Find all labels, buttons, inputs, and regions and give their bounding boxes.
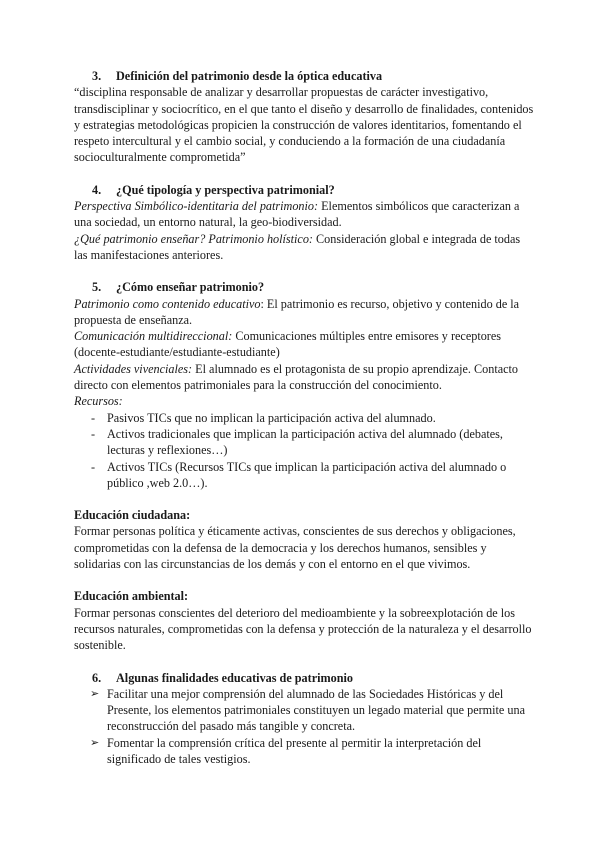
section-4-number: 4.: [92, 182, 102, 197]
civic-education-heading: Educación ciudadana:: [74, 508, 191, 523]
section-4-term-2: ¿Qué patrimonio enseñar? Patrimonio holístico:: [74, 231, 313, 246]
resource-text: Pasivos TICs que no implican la participación activa del alumnado.: [107, 410, 436, 425]
dash-bullet: -: [91, 459, 96, 474]
section-3-heading: [74, 68, 536, 84]
section-3-quote: “disciplina responsable de analizar y desarrollar propuestas de carácter investigativo, transdisciplinar y sociocrítico, en el que tanto el diseño y desarrollo de finalidades, contenidos y estrategias metodológicas propicien la construcción de valores identitarios, fomentando el respeto intercultural y el cambio social, y conduciendo a la formación de una ciudadanía socioculturalmente comprometida”: [74, 85, 534, 165]
list-item: [74, 735, 536, 768]
section-4-text-1: Elementos simbólicos que caracterizan a una sociedad, un entorno natural, la geo-biodiversidad.: [74, 199, 520, 230]
section-6-number: 6.: [92, 670, 102, 685]
section-5-text-1: : El patrimonio es recurso, objetivo y contenido de la propuesta de enseñanza.: [74, 296, 520, 327]
arrow-bullet-icon: ➢: [90, 735, 100, 749]
section-4-term-1: Perspectiva Simbólico-identitaria del patrimonio:: [74, 199, 319, 214]
environmental-education-heading: Educación ambiental:: [74, 589, 189, 604]
section-5-number: 5.: [92, 280, 102, 295]
section-4-title: ¿Qué tipología y perspectiva patrimonial?: [116, 182, 335, 197]
section-3-title: Definición del patrimonio desde la óptica educativa: [116, 69, 383, 83]
section-5-term-1: Patrimonio como contenido educativo: [74, 296, 261, 311]
section-3-number: 3.: [92, 69, 102, 83]
section-4-text-2: Consideración global e integrada de todas las manifestaciones anteriores.: [74, 231, 521, 262]
resources-list: [74, 410, 536, 491]
list-item: [74, 410, 536, 426]
section-5-text-2: Comunicaciones múltiples entre emisores y receptores (docente-estudiante/estudiante-estudiante): [74, 329, 502, 360]
section-6-title: Algunas finalidades educativas de patrimonio: [116, 670, 354, 685]
section-4-paragraph-1: [74, 198, 536, 231]
arrow-bullet-icon: ➢: [90, 686, 100, 700]
section-4-heading: [74, 182, 536, 198]
resources-label: [74, 393, 536, 409]
resources-label-text: Recursos:: [74, 394, 123, 409]
resource-text: Activos TICs (Recursos TICs que implican la participación activa del alumnado o público ,web 2.0…).: [107, 459, 507, 490]
civic-education-text: Formar personas política y éticamente activas, conscientes de sus derechos y obligaciones, comprometidas con la defensa de la democracia y los derechos humanos, sensibles y solidarias con las circunstancias de los demás y con el entorno en el que vivimos.: [74, 524, 516, 572]
section-5-title: ¿Cómo enseñar patrimonio?: [116, 280, 265, 295]
document-content: [74, 68, 536, 767]
section-6-heading: [74, 670, 536, 686]
aim-text: Facilitar una mejor comprensión del alumnado de las Sociedades Históricas y del Presente, los elementos patrimoniales constituyen un legado material que permite una reconstrucción del pasado más tangible y concreta.: [107, 686, 525, 734]
section-5-heading: [74, 279, 536, 295]
resource-text: Activos tradicionales que implican la participación activa del alumnado (debates, lecturas y reflexiones…): [107, 426, 503, 458]
aim-text: Fomentar la comprensión crítica del presente al permitir la interpretación del significado de tales vestigios.: [107, 735, 482, 766]
section-5-paragraph-2: [74, 328, 536, 361]
aims-list: [74, 686, 536, 767]
list-item: [74, 426, 536, 459]
section-5-term-2: Comunicación multidireccional:: [74, 329, 233, 344]
list-item: [74, 686, 536, 735]
dash-bullet: -: [91, 426, 96, 441]
environmental-education-text: Formar personas conscientes del deterioro del medioambiente y la sobreexplotación de los recursos naturales, comprometidas con la defensa y protección de la naturaleza y el desarrollo sostenible.: [74, 605, 532, 653]
section-5-paragraph-1: [74, 296, 536, 329]
section-4-paragraph-2: [74, 231, 536, 264]
section-5-text-3: El alumnado es el protagonista de su propio aprendizaje. Contacto directo con elementos patrimoniales para la construcción del conocimiento.: [74, 361, 519, 393]
dash-bullet: -: [91, 410, 96, 425]
section-5-term-3: Actividades vivenciales:: [74, 361, 193, 376]
section-5-paragraph-3: [74, 361, 536, 394]
list-item: [74, 459, 536, 492]
